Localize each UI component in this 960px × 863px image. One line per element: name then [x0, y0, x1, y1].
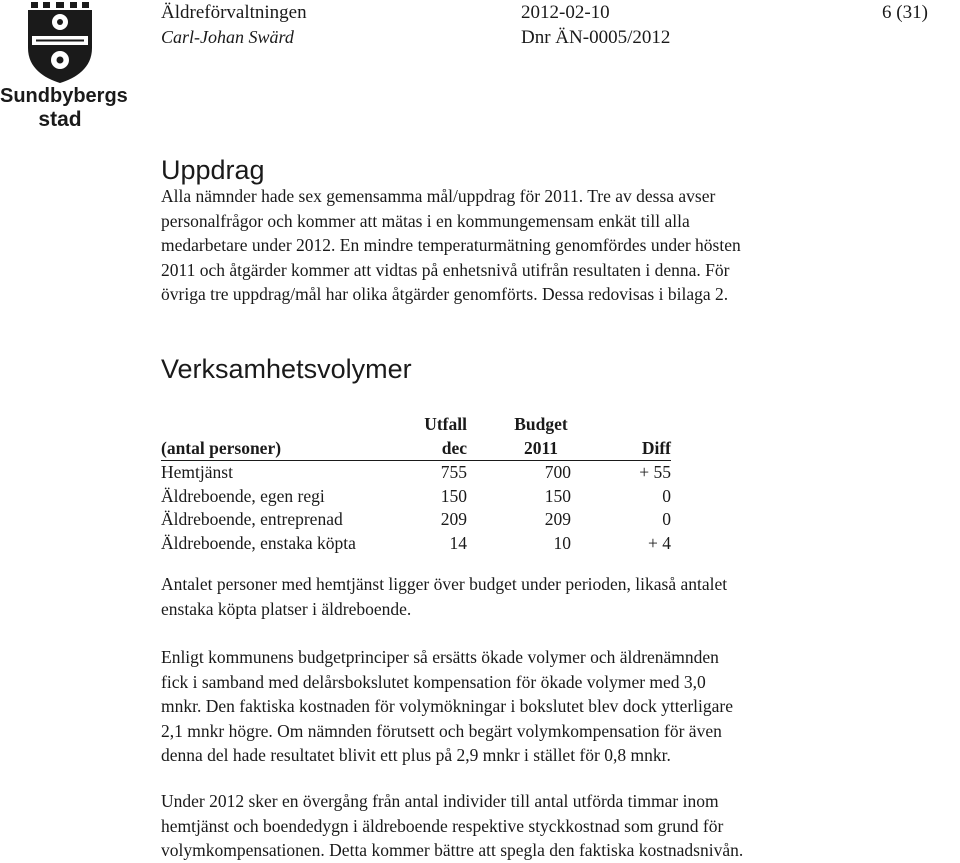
logo-text-line1: Sundbybergs: [0, 85, 128, 107]
table-cell: + 55: [639, 462, 671, 482]
header-date: 2012-02-10: [521, 2, 610, 23]
text-line: 2,1 mnkr högre. Om nämnden förutsett och begärt volymkompensation för även: [161, 720, 722, 741]
table-cell: + 4: [648, 532, 671, 553]
table-cell: 0: [662, 485, 671, 506]
column-header: dec: [441, 437, 467, 458]
text-line: denna del hade resultatet blivit ett plus på 2,9 mnkr i stället för 0,8 mnkr.: [161, 745, 671, 765]
logo-wordmark: [0, 85, 128, 131]
column-header: Budget: [514, 414, 568, 434]
column-header: 2011: [523, 437, 559, 458]
header-author: Carl-Johan Swärd: [161, 27, 294, 47]
table-cell: 150: [440, 485, 467, 506]
text-line: hemtjänst och boendedygn i äldreboende respektive styckkostnad som grund för: [161, 815, 724, 836]
column-header: Utfall: [424, 414, 467, 434]
text-line: Alla nämnder hade sex gemensamma mål/uppdrag för 2011. Tre av dessa avser: [161, 186, 716, 206]
table-cell: Äldreboende, egen regi: [161, 485, 325, 506]
text-line: fick i samband med delårsbokslutet kompensation för ökade volymer med 3,0: [161, 671, 706, 692]
table-cell: 209: [440, 509, 467, 529]
table-cell: Äldreboende, entreprenad: [161, 509, 343, 529]
table-cell: 0: [662, 509, 671, 529]
text-line: övriga tre uppdrag/mål har olika åtgärder genomförts. Dessa redovisas i bilaga 2.: [161, 284, 729, 304]
table-row: [161, 485, 671, 509]
column-header: Diff: [641, 437, 671, 458]
coat-of-arms-icon: [26, 0, 94, 84]
header-organization: Äldreförvaltningen: [161, 2, 307, 23]
table-cell: 150: [544, 485, 571, 506]
text-line: Under 2012 sker en övergång från antal individer till antal utförda timmar inom: [161, 791, 719, 811]
paragraph-volymer-1: [161, 572, 851, 621]
text-line: Antalet personer med hemtjänst ligger över budget under perioden, likaså antalet: [161, 574, 728, 594]
table-row: [161, 461, 671, 485]
text-line: mnkr. Den faktiska kostnaden för volymökningar i bokslutet blev dock ytterligare: [161, 696, 734, 716]
table-header-bottom: [161, 437, 671, 462]
heading-uppdrag: Uppdrag: [161, 155, 265, 185]
table-row: [161, 508, 671, 532]
volume-table: [161, 413, 671, 555]
heading-verksamhetsvolymer: Verksamhetsvolymer: [161, 354, 412, 384]
table-cell: Hemtjänst: [161, 462, 233, 482]
text-line: 2011 och åtgärder kommer att vidtas på enhetsnivå utifrån resultaten i denna. För: [161, 259, 730, 280]
header-dnr: Dnr ÄN-0005/2012: [521, 27, 671, 48]
text-line: medarbetare under 2012. En mindre temperaturmätning genomfördes under hösten: [161, 235, 741, 255]
text-line: volymkompensationen. Detta kommer bättre att spegla den faktiska kostnadsnivån.: [161, 840, 744, 860]
text-line: Enligt kommunens budgetprinciper så ersätts ökade volymer och äldrenämnden: [161, 647, 719, 667]
table-cell: 209: [544, 509, 571, 529]
table-cell: Äldreboende, enstaka köpta: [161, 532, 356, 553]
logo-text-line2: stad: [38, 108, 82, 131]
table-header-top: [161, 413, 671, 437]
table-cell: 700: [544, 462, 571, 482]
text-line: personalfrågor och kommer att mätas i en kommungemensam enkät till alla: [161, 210, 690, 231]
text-line: enstaka köpta platser i äldreboende.: [161, 598, 412, 619]
paragraph-volymer-3: [161, 789, 851, 863]
table-row: [161, 532, 671, 556]
paragraph-volymer-2: [161, 645, 851, 768]
header-page-number: 6 (31): [882, 2, 928, 23]
table-cell: 14: [449, 532, 467, 553]
column-header: (antal personer): [161, 437, 282, 458]
municipality-logo: [0, 0, 128, 131]
table-cell: 755: [440, 462, 467, 482]
paragraph-uppdrag: [161, 184, 851, 307]
table-cell: 10: [553, 532, 571, 553]
